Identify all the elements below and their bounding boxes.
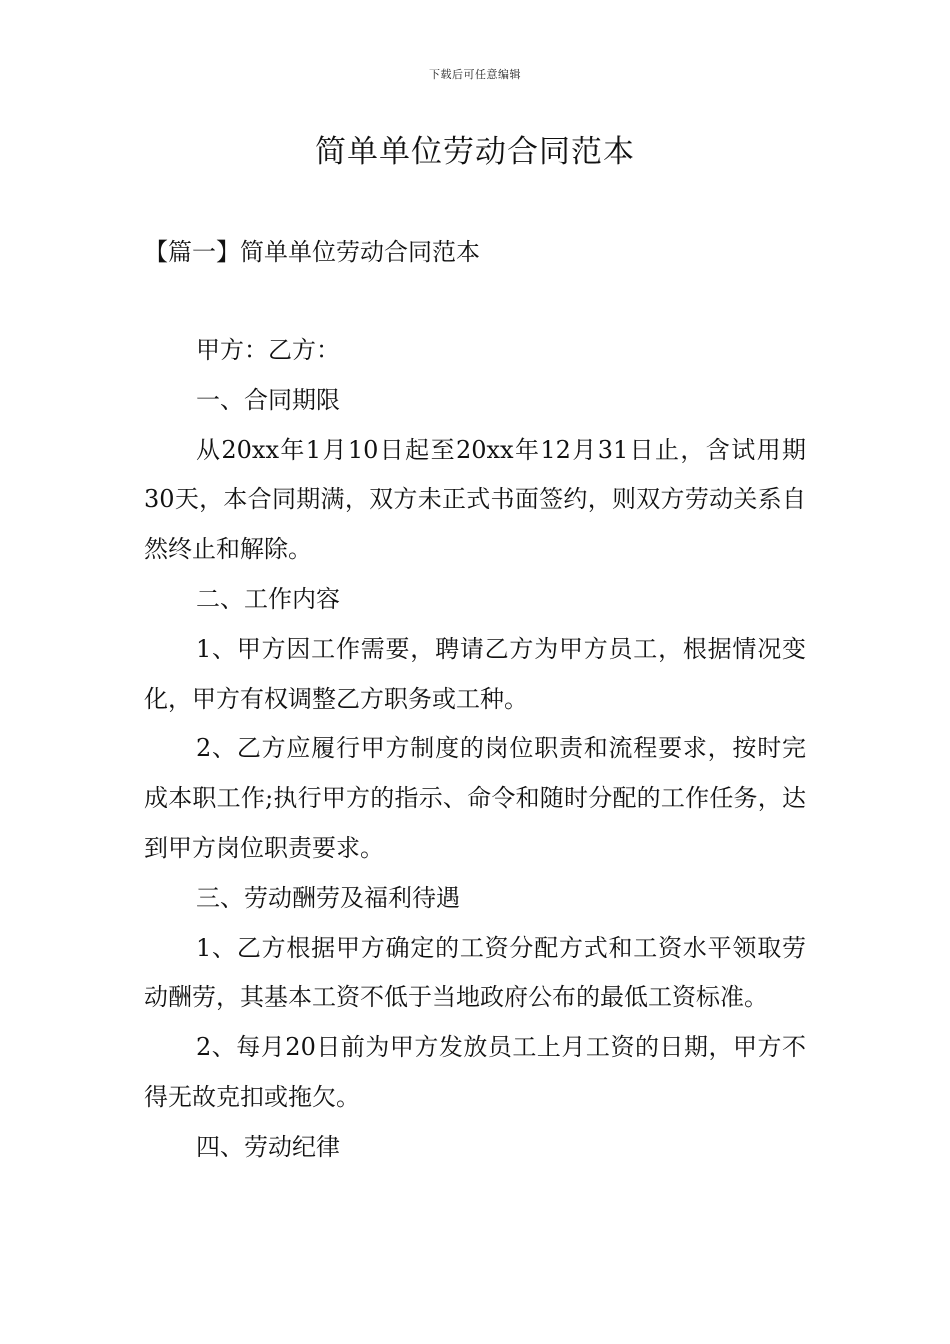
paragraph-heading-term: 一、合同期限	[196, 385, 340, 414]
paragraph-term: 从20xx年1月10日起至20xx年12月31日止，含试用期30天，本合同期满，双方未正式书面签约，则双方劳动关系自然终止和解除。	[144, 435, 806, 564]
paragraph-parties: 甲方：乙方：	[196, 336, 340, 364]
paragraph-work-2: 2、乙方应履行甲方制度的岗位职责和流程要求，按时完成本职工作;执行甲方的指示、命令和随时分配的工作任务，达到甲方岗位职责要求。	[144, 734, 806, 862]
paragraph-heading-work: 二、工作内容	[196, 584, 340, 613]
paragraph-pay-2: 2、每月20日前为甲方发放员工上月工资的日期，甲方不得无故克扣或拖欠。	[144, 1033, 806, 1111]
paragraph-heading-pay: 三、劳动酬劳及福利待遇	[196, 883, 460, 912]
section-heading: 【篇一】简单单位劳动合同范本	[144, 238, 480, 266]
header-note: 下载后可任意编辑	[429, 68, 521, 81]
paragraph-work-1: 1、甲方因工作需要，聘请乙方为甲方员工，根据情况变化，甲方有权调整乙方职务或工种。	[144, 634, 806, 713]
paragraph-heading-discipline: 四、劳动纪律	[196, 1132, 340, 1161]
paragraph-pay-1: 1、乙方根据甲方确定的工资分配方式和工资水平领取劳动酬劳，其基本工资不低于当地政府公布的最低工资标准。	[144, 933, 806, 1012]
document-body	[144, 326, 806, 1173]
document-title: 简单单位劳动合同范本	[315, 134, 635, 170]
